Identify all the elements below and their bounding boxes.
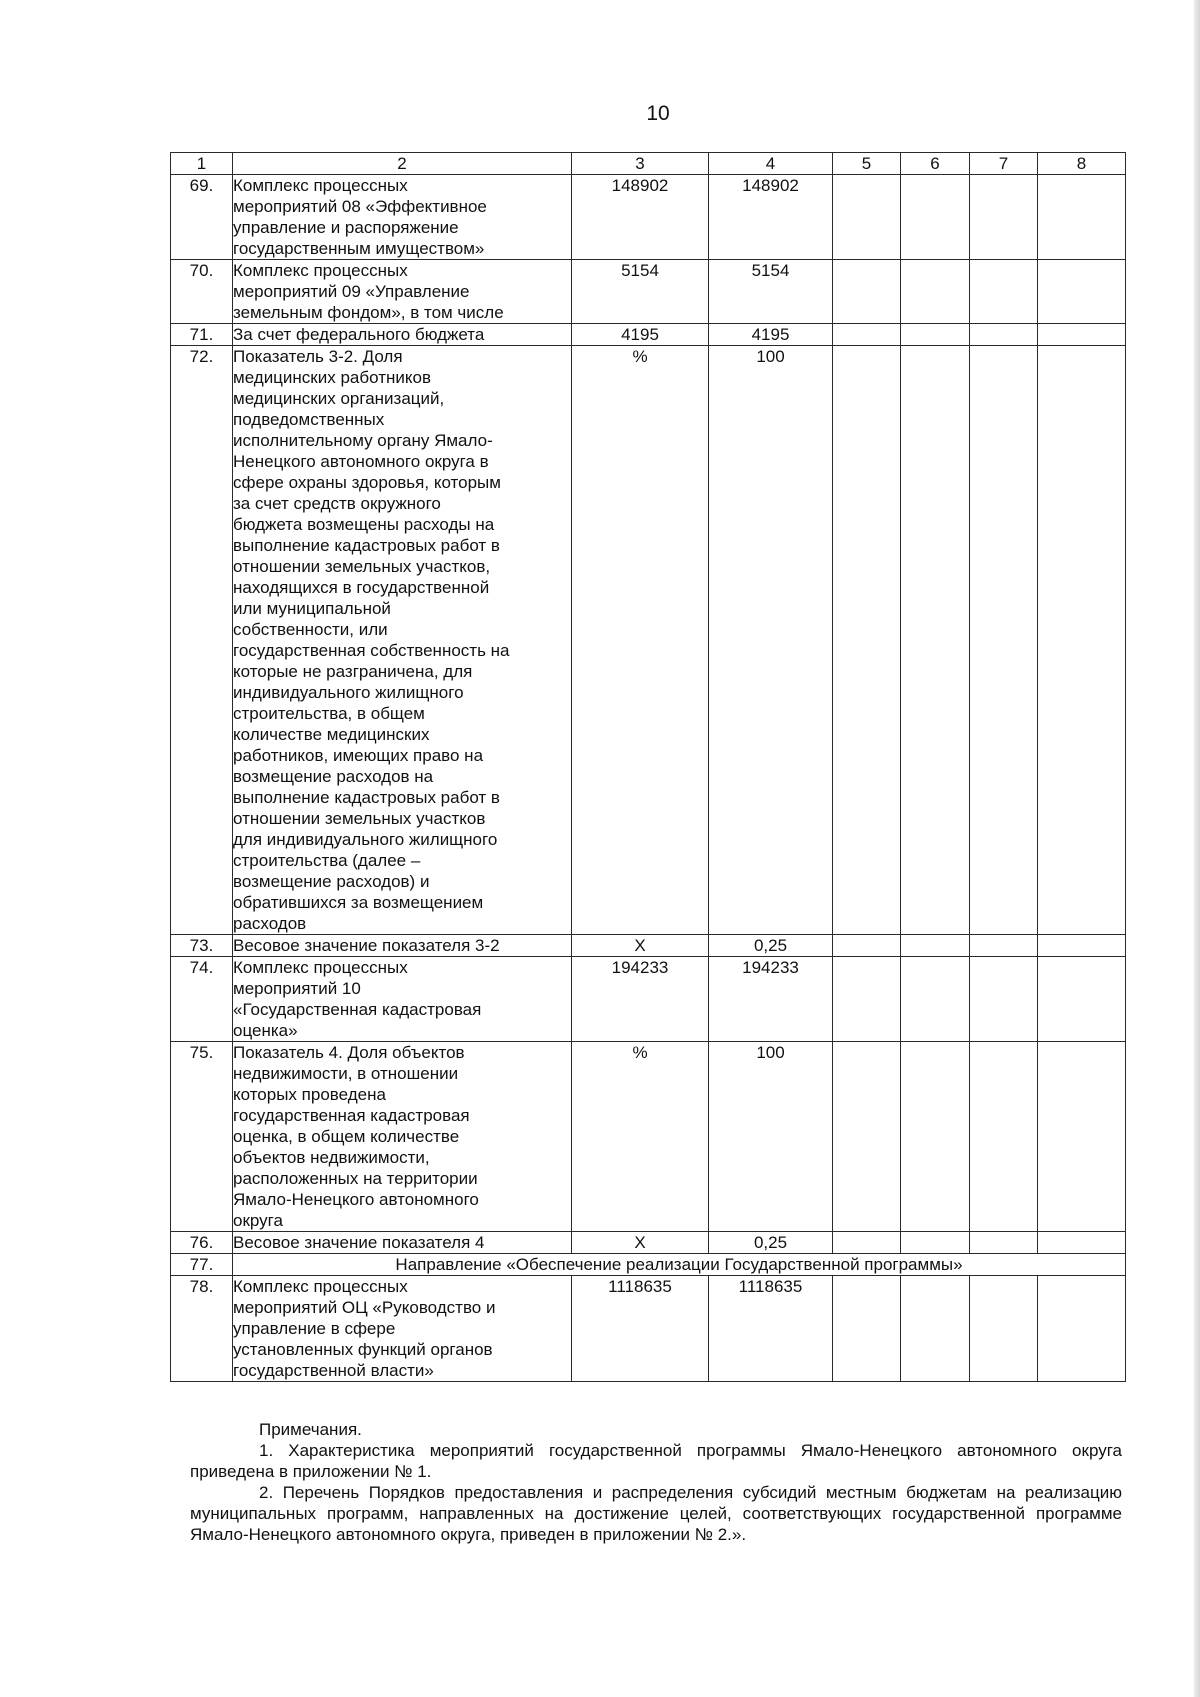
column-header: 1 (171, 153, 233, 175)
empty-cell (901, 1232, 970, 1254)
empty-cell (901, 175, 970, 260)
row-col4-value: 100 (709, 346, 833, 935)
empty-cell (901, 324, 970, 346)
row-name: Комплекс процессных мероприятий ОЦ «Руководство и управление в сфере установленных функций органов государственной власти» (233, 1276, 572, 1382)
page-number: 10 (646, 102, 670, 125)
table-row (171, 1276, 1126, 1382)
header-row (171, 153, 1126, 175)
note-item: 2. Перечень Порядков предоставления и распределения субсидий местным бюджетам на реализацию муниципальных программ, направленных на достижение целей, соответствующих государственной программе Ямало-Ненецкого автономного округа, приведен в приложении № 2.». (190, 1483, 1122, 1544)
empty-cell (901, 1042, 970, 1232)
empty-cell (1038, 346, 1126, 935)
empty-cell (970, 175, 1038, 260)
row-col4-value: 0,25 (709, 935, 833, 957)
empty-cell (833, 260, 901, 324)
column-header: 2 (233, 153, 572, 175)
row-col3-value: Х (572, 935, 709, 957)
column-header: 8 (1038, 153, 1126, 175)
row-number: 70. (171, 260, 233, 324)
row-col3-value: % (572, 1042, 709, 1232)
section-direction-title: Направление «Обеспечение реализации Государственной программы» (233, 1254, 1126, 1276)
empty-cell (833, 957, 901, 1042)
table-row (171, 1232, 1126, 1254)
empty-cell (1038, 175, 1126, 260)
column-header: 3 (572, 153, 709, 175)
empty-cell (901, 260, 970, 324)
row-name: Весовое значение показателя 3-2 (233, 935, 572, 957)
row-number: 76. (171, 1232, 233, 1254)
empty-cell (1038, 1232, 1126, 1254)
empty-cell (833, 175, 901, 260)
note-item: 1. Характеристика мероприятий государственной программы Ямало-Ненецкого автономного округа приведена в приложении № 1. (190, 1441, 1122, 1481)
empty-cell (901, 935, 970, 957)
row-col4-value: 0,25 (709, 1232, 833, 1254)
empty-cell (970, 260, 1038, 324)
row-name: Комплекс процессных мероприятий 09 «Управление земельным фондом», в том числе (233, 260, 572, 324)
row-number: 78. (171, 1276, 233, 1382)
row-name: Комплекс процессных мероприятий 10 «Государственная кадастровая оценка» (233, 957, 572, 1042)
row-col4-value: 194233 (709, 957, 833, 1042)
empty-cell (901, 957, 970, 1042)
row-col3-value: 4195 (572, 324, 709, 346)
empty-cell (833, 346, 901, 935)
row-name: За счет федерального бюджета (233, 324, 572, 346)
row-number: 73. (171, 935, 233, 957)
column-header: 4 (709, 153, 833, 175)
row-col3-value: 1118635 (572, 1276, 709, 1382)
column-header: 6 (901, 153, 970, 175)
row-number: 72. (171, 346, 233, 935)
row-col3-value: 194233 (572, 957, 709, 1042)
column-header: 5 (833, 153, 901, 175)
empty-cell (970, 957, 1038, 1042)
table-row (171, 175, 1126, 260)
empty-cell (970, 324, 1038, 346)
table-row (171, 260, 1126, 324)
empty-cell (970, 1042, 1038, 1232)
row-col3-value: 148902 (572, 175, 709, 260)
row-name: Комплекс процессных мероприятий 08 «Эффективное управление и распоряжение государственным имуществом» (233, 175, 572, 260)
row-name: Показатель 4. Доля объектов недвижимости, в отношении которых проведена государственная кадастровая оценка, в общем количестве объектов недвижимости, расположенных на территории Ямало-Ненецкого автономного округа (233, 1042, 572, 1232)
empty-cell (833, 1042, 901, 1232)
empty-cell (970, 1232, 1038, 1254)
page-edge-shadow (1194, 0, 1200, 1697)
empty-cell (901, 346, 970, 935)
table-row (171, 1042, 1126, 1232)
empty-cell (970, 1276, 1038, 1382)
empty-cell (970, 346, 1038, 935)
row-col4-value: 100 (709, 1042, 833, 1232)
row-name: Показатель 3-2. Доля медицинских работников медицинских организаций, подведомственных исполнительному органу Ямало- Ненецкого автономного округа в сфере охраны здоровья, которым за счет средств окружного бюджета возмещены расходы на выполнение кадастровых работ в отношении земельных участков, находящихся в государственной или муниципальной собственности, или государственная собственность на которые не разграничена, для индивидуального жилищного строительства, в общем количестве медицинских работников, имеющих право на возмещение расходов на выполнение кадастровых работ в отношении земельных участков для индивидуального жилищного строительства (далее – возмещение расходов) и обратившихся за возмещением расходов (233, 346, 572, 935)
table-row (171, 324, 1126, 346)
row-number: 75. (171, 1042, 233, 1232)
row-name: Весовое значение показателя 4 (233, 1232, 572, 1254)
row-col3-value: % (572, 346, 709, 935)
table-row (171, 935, 1126, 957)
row-number: 69. (171, 175, 233, 260)
empty-cell (833, 324, 901, 346)
empty-cell (970, 935, 1038, 957)
row-number: 77. (171, 1254, 233, 1276)
empty-cell (1038, 935, 1126, 957)
empty-cell (901, 1276, 970, 1382)
table-row (171, 1254, 1126, 1276)
row-number: 71. (171, 324, 233, 346)
empty-cell (833, 1232, 901, 1254)
notes-title: Примечания. (259, 1420, 362, 1439)
program-table (170, 152, 1126, 1382)
empty-cell (1038, 260, 1126, 324)
row-col3-value: 5154 (572, 260, 709, 324)
table-body (171, 175, 1126, 1382)
row-col4-value: 148902 (709, 175, 833, 260)
row-col4-value: 4195 (709, 324, 833, 346)
row-col4-value: 5154 (709, 260, 833, 324)
table-row (171, 346, 1126, 935)
empty-cell (833, 1276, 901, 1382)
column-header: 7 (970, 153, 1038, 175)
row-col3-value: Х (572, 1232, 709, 1254)
empty-cell (1038, 957, 1126, 1042)
empty-cell (833, 935, 901, 957)
notes-section (190, 1419, 1122, 1545)
table-row (171, 957, 1126, 1042)
empty-cell (1038, 1276, 1126, 1382)
row-number: 74. (171, 957, 233, 1042)
row-col4-value: 1118635 (709, 1276, 833, 1382)
empty-cell (1038, 1042, 1126, 1232)
table-header (171, 153, 1126, 175)
empty-cell (1038, 324, 1126, 346)
